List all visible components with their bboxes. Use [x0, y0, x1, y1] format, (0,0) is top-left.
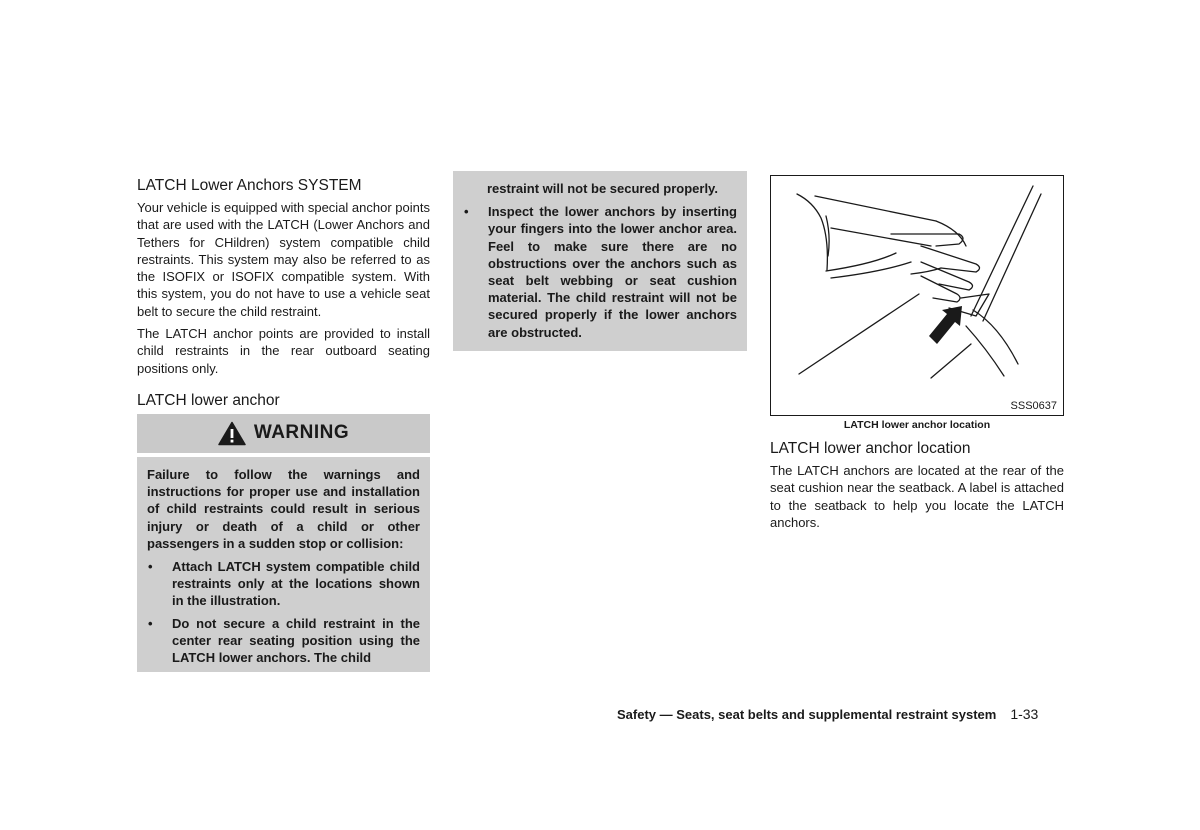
warning-body — [137, 457, 430, 672]
paragraph-anchor-location: The LATCH anchors are located at the rear of the seat cushion near the seatback. A label is attached to the seatback to help you locate the LATCH anchors. — [770, 463, 1064, 530]
warning-bullet-text: Do not secure a child restraint in the center rear seating position using the LATCH lower anchors. The child — [172, 615, 420, 665]
warning-continued-text: restraint will not be secured properly. — [487, 181, 718, 196]
hand-locating-anchor-illustration — [771, 176, 1062, 414]
illustration-latch-anchor — [770, 175, 1064, 416]
section-title-latch-system: LATCH Lower Anchors SYSTEM — [137, 177, 362, 194]
warning-triangle-icon — [218, 421, 246, 446]
arrow-icon — [929, 306, 962, 344]
warning-intro: Failure to follow the warnings and instructions for proper use and installation of child restraints could result in serious injury or death of a child or other passengers in a sudden stop or collision: — [147, 466, 420, 551]
paragraph-anchor-points: The LATCH anchor points are provided to install child restraints in the rear outboard seating positions only. — [137, 326, 430, 376]
bullet-dot: • — [148, 558, 153, 574]
warning-bullet — [463, 203, 737, 341]
middle-column — [453, 171, 747, 351]
page-footer — [617, 706, 1038, 722]
warning-bullet-text: Inspect the lower anchors by inserting your fingers into the lower anchor area. Feel to make sure there are no obstructions over the anchors such as seat belt webbing or seat cushion material. The child restraint will not be secured properly if the lower anchors are obstructed. — [488, 204, 737, 340]
page-number: 1-33 — [1010, 706, 1039, 722]
bullet-dot: • — [148, 615, 153, 631]
warning-bullet-text: Attach LATCH system compatible child restraints only at the locations shown in the illustration. — [172, 558, 420, 609]
figure-caption: LATCH lower anchor location — [843, 419, 991, 431]
paragraph-latch-intro: Your vehicle is equipped with special anchor points that are used with the LATCH (Lower Anchors and Tethers for CHildren) system compatible child restraints. This system may also be referred to as the ISOFIX or ISOFIX compatible system. With this system, you do not have to use a vehicle seat belt to secure the child restraint. — [137, 200, 430, 319]
figure-code: SSS0637 — [1010, 400, 1057, 412]
warning-header — [137, 414, 430, 453]
section-title-anchor-location: LATCH lower anchor location — [770, 440, 971, 457]
warning-bullet — [147, 615, 420, 667]
warning-title: WARNING — [253, 422, 350, 444]
bullet-dot: • — [464, 204, 469, 220]
right-column — [770, 175, 1064, 536]
section-title-lower-anchor: LATCH lower anchor — [137, 391, 280, 409]
warning-bullet — [147, 558, 420, 610]
warning-continued-box — [453, 171, 747, 351]
footer-section-title: Safety — Seats, seat belts and supplemental restraint system — [617, 707, 997, 722]
left-column — [137, 176, 430, 672]
